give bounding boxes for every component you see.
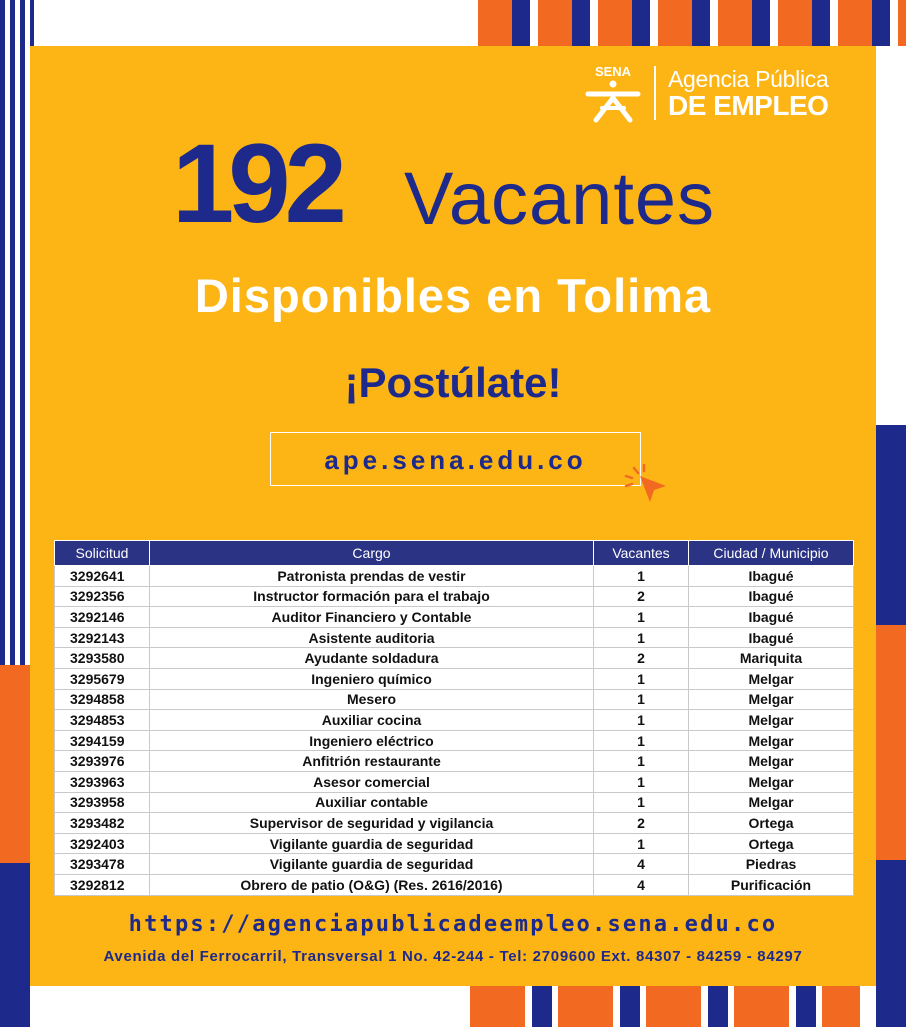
table-row xyxy=(55,627,854,648)
cell-cargo: Asistente auditoria xyxy=(150,627,594,648)
cell-ciudad: Purificación xyxy=(689,874,854,895)
header-solicitud: Solicitud xyxy=(55,541,150,566)
cell-vacantes: 2 xyxy=(594,586,689,607)
cell-vacantes: 1 xyxy=(594,566,689,587)
cell-solicitud: 3293976 xyxy=(55,751,150,772)
cell-ciudad: Ortega xyxy=(689,833,854,854)
table-row xyxy=(55,668,854,689)
table-row xyxy=(55,833,854,854)
cell-ciudad: Melgar xyxy=(689,730,854,751)
table-row xyxy=(55,813,854,834)
cell-vacantes: 2 xyxy=(594,813,689,834)
cell-ciudad: Mariquita xyxy=(689,648,854,669)
cell-cargo: Mesero xyxy=(150,689,594,710)
cell-vacantes: 1 xyxy=(594,792,689,813)
left-blue-stripes xyxy=(0,0,34,665)
top-right-stripes xyxy=(478,0,906,46)
cell-ciudad: Melgar xyxy=(689,668,854,689)
website-link[interactable]: ape.sena.edu.co xyxy=(324,445,587,475)
cell-solicitud: 3295679 xyxy=(55,668,150,689)
cell-ciudad: Ibagué xyxy=(689,566,854,587)
cell-ciudad: Ortega xyxy=(689,813,854,834)
table-row xyxy=(55,710,854,731)
cell-solicitud: 3292356 xyxy=(55,586,150,607)
vacancy-word: Vacantes xyxy=(404,157,716,240)
subtitle: Disponibles en Tolima xyxy=(194,269,712,322)
table-row xyxy=(55,854,854,875)
right-navy-block-2 xyxy=(876,860,906,1027)
cell-ciudad: Melgar xyxy=(689,792,854,813)
cell-cargo: Vigilante guardia de seguridad xyxy=(150,833,594,854)
logo-line1: Agencia Pública xyxy=(668,66,829,92)
cell-solicitud: 3294853 xyxy=(55,710,150,731)
cell-solicitud: 3292641 xyxy=(55,566,150,587)
table-row xyxy=(55,566,854,587)
table-row xyxy=(55,689,854,710)
footer-url[interactable]: https://agenciapublicadeempleo.sena.edu.co xyxy=(128,912,778,937)
cell-solicitud: 3293580 xyxy=(55,648,150,669)
cell-vacantes: 1 xyxy=(594,689,689,710)
logo-line2: DE EMPLEO xyxy=(668,90,829,121)
cell-cargo: Vigilante guardia de seguridad xyxy=(150,854,594,875)
cell-ciudad: Piedras xyxy=(689,854,854,875)
table-row xyxy=(55,751,854,772)
cell-ciudad: Ibagué xyxy=(689,627,854,648)
cell-ciudad: Ibagué xyxy=(689,607,854,628)
table-row xyxy=(55,792,854,813)
footer-address: Avenida del Ferrocarril, Transversal 1 No. 42-244 - Tel: 2709600 Ext. 84307 - 84259 - 84297 xyxy=(103,948,803,965)
cell-cargo: Instructor formación para el trabajo xyxy=(150,586,594,607)
agency-logo xyxy=(582,62,842,126)
cell-cargo: Ingeniero químico xyxy=(150,668,594,689)
cell-cargo: Auxiliar contable xyxy=(150,792,594,813)
cell-solicitud: 3294858 xyxy=(55,689,150,710)
cell-cargo: Auxiliar cocina xyxy=(150,710,594,731)
cell-cargo: Auditor Financiero y Contable xyxy=(150,607,594,628)
header-ciudad: Ciudad / Municipio xyxy=(689,541,854,566)
table-row xyxy=(55,771,854,792)
table-row xyxy=(55,874,854,895)
table-row xyxy=(55,586,854,607)
cell-cargo: Ingeniero eléctrico xyxy=(150,730,594,751)
cell-solicitud: 3293482 xyxy=(55,813,150,834)
table-row xyxy=(55,648,854,669)
header-cargo: Cargo xyxy=(150,541,594,566)
right-orange-block xyxy=(876,625,906,860)
cell-solicitud: 3293963 xyxy=(55,771,150,792)
cell-vacantes: 4 xyxy=(594,854,689,875)
cell-solicitud: 3293958 xyxy=(55,792,150,813)
cell-cargo: Patronista prendas de vestir xyxy=(150,566,594,587)
cell-vacantes: 1 xyxy=(594,833,689,854)
cell-ciudad: Melgar xyxy=(689,771,854,792)
cell-vacantes: 1 xyxy=(594,710,689,731)
cell-vacantes: 1 xyxy=(594,771,689,792)
cell-ciudad: Melgar xyxy=(689,710,854,731)
cell-cargo: Obrero de patio (O&G) (Res. 2616/2016) xyxy=(150,874,594,895)
cell-ciudad: Ibagué xyxy=(689,586,854,607)
logo-divider xyxy=(654,66,656,120)
cell-ciudad: Melgar xyxy=(689,751,854,772)
cell-cargo: Asesor comercial xyxy=(150,771,594,792)
right-navy-block xyxy=(876,425,906,625)
cell-solicitud: 3292812 xyxy=(55,874,150,895)
cell-solicitud: 3292403 xyxy=(55,833,150,854)
cell-cargo: Supervisor de seguridad y vigilancia xyxy=(150,813,594,834)
call-to-action: ¡Postúlate! xyxy=(344,359,562,406)
cell-solicitud: 3292143 xyxy=(55,627,150,648)
vacancies-table xyxy=(54,540,854,896)
sena-logo-icon xyxy=(582,62,644,124)
cell-vacantes: 1 xyxy=(594,751,689,772)
bottom-stripes xyxy=(470,986,860,1027)
cell-solicitud: 3294159 xyxy=(55,730,150,751)
cell-cargo: Ayudante soldadura xyxy=(150,648,594,669)
cell-solicitud: 3292146 xyxy=(55,607,150,628)
header-vacantes: Vacantes xyxy=(594,541,689,566)
table-row xyxy=(55,607,854,628)
cell-vacantes: 1 xyxy=(594,730,689,751)
cursor-click-icon xyxy=(620,462,670,506)
website-link-box[interactable] xyxy=(270,432,641,486)
cell-cargo: Anfitrión restaurante xyxy=(150,751,594,772)
cell-vacantes: 1 xyxy=(594,627,689,648)
cell-vacantes: 2 xyxy=(594,648,689,669)
cell-solicitud: 3293478 xyxy=(55,854,150,875)
left-navy-block xyxy=(0,863,30,1027)
vacancy-count: 192 xyxy=(172,121,341,246)
table-header-row xyxy=(55,541,854,566)
table-row xyxy=(55,730,854,751)
svg-text:SENA: SENA xyxy=(594,64,632,79)
cell-ciudad: Melgar xyxy=(689,689,854,710)
left-orange-block xyxy=(0,665,30,863)
cell-vacantes: 4 xyxy=(594,874,689,895)
cell-vacantes: 1 xyxy=(594,668,689,689)
cell-vacantes: 1 xyxy=(594,607,689,628)
